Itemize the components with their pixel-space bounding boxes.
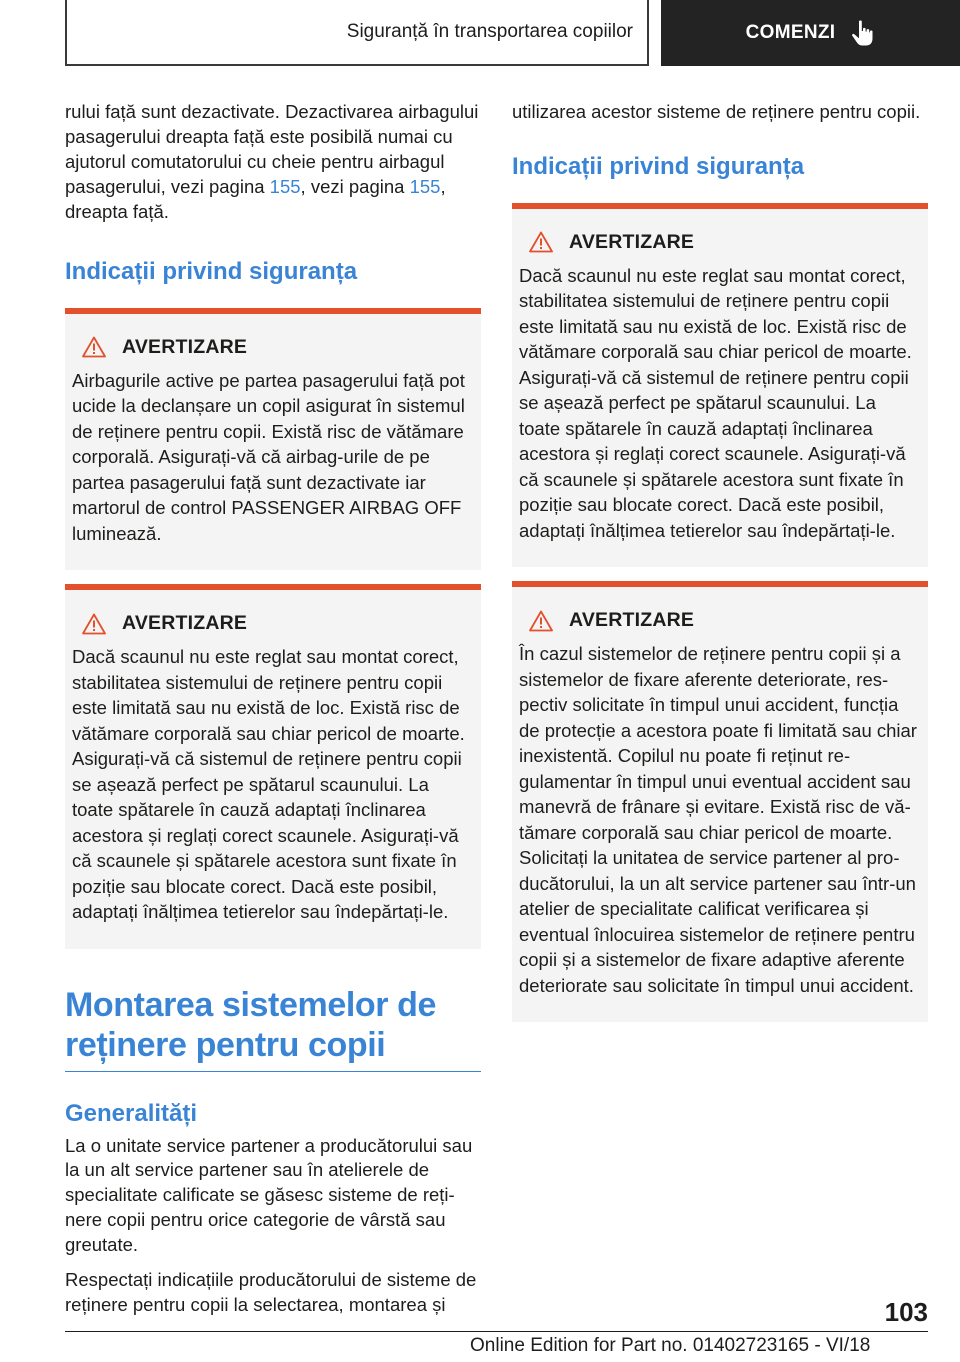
intro-text-3: , dreapta față. (65, 175, 446, 222)
intro-text-1: rului față sunt dezactivate. Dezactivarea airbagului pasagerului dreapta față este posibilă numai cu ajutorul comutatorului cu cheie pentru airbagul pasagerului, vezi pagina (65, 101, 479, 197)
warning-header (72, 336, 474, 359)
general-heading: Generalități (65, 1099, 198, 1127)
intro-text-2: , vezi pagina (300, 175, 410, 197)
warning-title: AVERTIZARE (569, 609, 695, 632)
hand-pointer-icon (849, 19, 875, 47)
general-paragraph-2: Respectați indicațiile producătorului de sisteme de reținere pentru copii la selectarea, montarea și (65, 1269, 477, 1315)
warning-title: AVERTIZARE (122, 335, 248, 358)
section-title (65, 0, 649, 66)
warning-title: AVERTIZARE (122, 612, 248, 635)
edition-text: Online Edition for Part no. 01402723165 - VI/18 (470, 1335, 871, 1356)
safety-heading: Indicații privind siguranța (512, 152, 805, 180)
warning-box-damaged-systems (512, 581, 928, 1022)
section-title-text: Siguranță în transportarea copiilor (346, 21, 633, 42)
page-link-155[interactable]: 155 (269, 175, 301, 197)
tab-comenzi[interactable] (661, 0, 960, 66)
footer-divider (65, 1331, 928, 1332)
left-intro-paragraph (65, 100, 481, 225)
warning-header (519, 231, 921, 254)
warning-triangle-icon (529, 231, 553, 253)
warning-text: Dacă scaunul nu este reglat sau montat corect, stabilitatea sistemului de reținere pentru copii este limitată sau nu există de loc. Există risc de vătămare corporală sau chiar pericol de moarte. Asigurați-vă că sistemul de reținere pentru copii se așează perfect pe spătarul scaunului. La toate spătarele în cauză adaptați înclinarea acestora și reglați corect scaunele. Asigurați-vă că scaunele și spătarele acestora sunt fixate în poziție sau blocate corect. Dacă este posibil, adaptați înălțimea tetierelor sau îndepărtați-le. (519, 264, 912, 541)
warning-header (72, 612, 474, 635)
warning-text: În cazul sistemelor de reținere pentru copii și a sistemelor de fixare aferente deteriorate, respectiv solicitate în timpul unui accident, funcția de protecție a acestora poate fi limitată sau chiar inexistentă. Copilul nu poate fi reținut regulamentar în timpul unui eventual accident sau manevră de frânare și evitare. Există risc de vătămare corporală sau chiar pericol de moarte. Solicitați la unitatea de service partener al producătorului, la un alt service partener sau într-un atelier de specialitate calificat verificarea și eventual înlocuirea sistemelor de reținere pentru copii și a sistemelor de fixare adaptive aferente deteriorate sau solicitate în timpul unui accident. (519, 643, 917, 996)
page-number: 103 (884, 1297, 928, 1327)
safety-heading: Indicații privind siguranța (65, 257, 358, 285)
warning-triangle-icon (82, 336, 106, 358)
warning-box-airbag (65, 308, 481, 571)
page-link-155-second[interactable]: 155 (409, 175, 441, 197)
right-intro-paragraph: utilizarea acestor sisteme de reținere pentru copii. (512, 101, 921, 122)
warning-title: AVERTIZARE (569, 230, 695, 253)
tab-comenzi-label: COMENZI (745, 22, 836, 43)
warning-text: Dacă scaunul nu este reglat sau montat corect, stabilitatea sistemului de reținere pentru copii este limitată sau nu există de loc. Există risc de vătămare corporală sau chiar pericol de moarte. Asigurați-vă că sistemul de reținere pentru copii se așează perfect pe spătarul scaunului. La toate spătarele în cauză adaptați înclinarea acestora și reglați corect scaunele. Asigurați-vă că scaunele și spătarele acestora sunt fixate în poziție sau blocate corect. Dacă este posibil, adaptați înălțimea tetierelor sau îndepărtați-le. (72, 646, 465, 923)
warning-header (519, 609, 921, 632)
right-column (512, 100, 928, 1036)
chapter-heading: Montarea sistemelor de reținere pentru copii (65, 963, 481, 1072)
warning-triangle-icon (82, 613, 106, 635)
left-column (65, 100, 481, 1328)
warning-triangle-icon (529, 610, 553, 632)
warning-box-seat (65, 584, 481, 949)
warning-text: Airbagurile active pe partea pasagerului față pot ucide la declanșare un copil asigurat în sistemul de reținere pentru copii. Există risc de vătămare corporală. Asigurați-vă că airbag-urile de pe partea pasagerului față sunt dezactivate iar martorul de control PASSENGER AIRBAG OFF luminează. (72, 369, 465, 544)
general-paragraph-1: La o unitate service partener a producătorului sau la un alt service partener sau în atelierele de specialitate calificate se găsesc sisteme de reținere copii pentru orice categorie de vârstă sau greutate. (65, 1134, 473, 1256)
warning-box-seat (512, 203, 928, 568)
